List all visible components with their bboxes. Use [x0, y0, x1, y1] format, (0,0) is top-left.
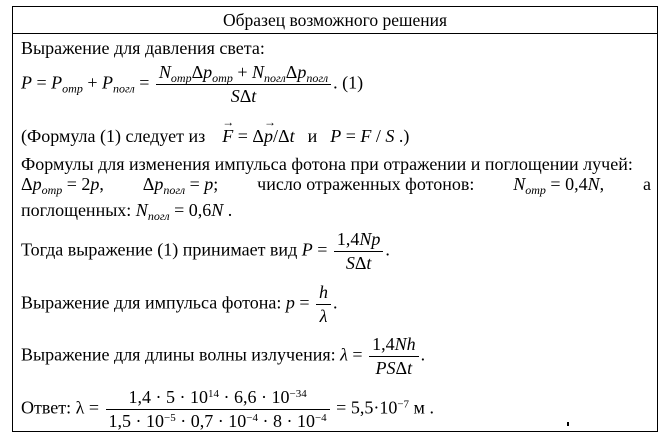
- formula-source: (Формула (1) следует из → F = Δ→ p/Δt и P = F / S .): [21, 126, 409, 147]
- reflected-count-label: число отраженных фотонов:: [257, 174, 475, 194]
- formula-1-fraction: $\frac{N_{отр}\Delta p_{отр} + N_{погл}\Delta p_{погл}}{\text{SΔt}}$: [156, 62, 331, 107]
- solution-table: [12, 6, 658, 432]
- momentum-values: $\Delta p_{отр} = 2p$, $\Delta p_{погл} = p$; число отраженных фотонов: $N_{отр} = 0,4N$, а: [21, 174, 651, 197]
- momentum-fraction: $\frac{h}{\lambda}$: [316, 282, 331, 327]
- formula-source-suffix: .): [398, 126, 410, 146]
- momentum-intro: Формулы для изменения импульса фотона при отражении и поглощении лучей:: [21, 154, 633, 174]
- absorbed-word: поглощенных:: [21, 200, 132, 220]
- photon-momentum: Выражение для импульса фотона: p = $\frac{h}{\lambda}$ .: [21, 282, 338, 326]
- absorbed-word-a: а: [642, 174, 651, 194]
- answer-unit: м .: [413, 397, 434, 418]
- then-expr-label: Тогда выражение (1) принимает вид: [21, 239, 298, 260]
- formula-1: $P = P_{отр} + P_{погл}$ = $\frac{N_{отр}\Delta p_{отр} + N_{погл}\Delta p_{погл}}{\text{SΔt}}$ . (1): [21, 62, 364, 106]
- solution-body: [13, 34, 657, 434]
- answer-label: Ответ:: [21, 397, 72, 418]
- absorbed-line: поглощенных: $N_{погл} = 0,6N$ .: [21, 200, 233, 223]
- page-mark: [567, 422, 569, 426]
- answer-result: = 5,5·10: [336, 397, 398, 418]
- answer-exponent: −7: [397, 398, 410, 411]
- formula-source-prefix: (Формула (1) следует из: [21, 126, 206, 146]
- answer-fraction: $\frac{1,4 \cdot 5 \cdot 10^{14} \cdot 6,6 \cdot 10^{-34}}{1,5 \cdot 10^{-5} \cdot 0,7 \cdot 10^{-4} \cdot 8 \cdot 10^{-4}}$: [106, 387, 330, 432]
- formula-source-and: и: [307, 126, 318, 146]
- wavelength-expression: Выражение для длины волны излучения: λ = $\frac{1,4Nh}{\text{PSΔt}}$ .: [21, 334, 426, 378]
- table-header: Образец возможного решения: [13, 7, 657, 34]
- then-fraction: $\frac{1,4Np}{\text{SΔt}}$: [334, 229, 384, 274]
- photon-momentum-label: Выражение для импульса фотона:: [21, 292, 282, 313]
- formula-1-label: . (1): [333, 72, 364, 93]
- pressure-intro: Выражение для давления света:: [21, 38, 265, 58]
- answer: Ответ: λ = $\frac{1,4 \cdot 5 \cdot 10^{14} \cdot 6,6 \cdot 10^{-34}}{1,5 \cdot 10^{-5} \cdot 0,7 \cdot 10^{-4} \cdot 8 \cdot 10^{-4}}$ = $5,5\cdot 10^{-7}$ м .: [21, 387, 434, 431]
- wavelength-fraction: $\frac{1,4Nh}{\text{PSΔt}}$: [369, 334, 419, 379]
- then-expression: Тогда выражение (1) принимает вид P = $\frac{1,4Np}{\text{SΔt}}$ .: [21, 229, 390, 273]
- wavelength-label: Выражение для длины волны излучения:: [21, 344, 336, 365]
